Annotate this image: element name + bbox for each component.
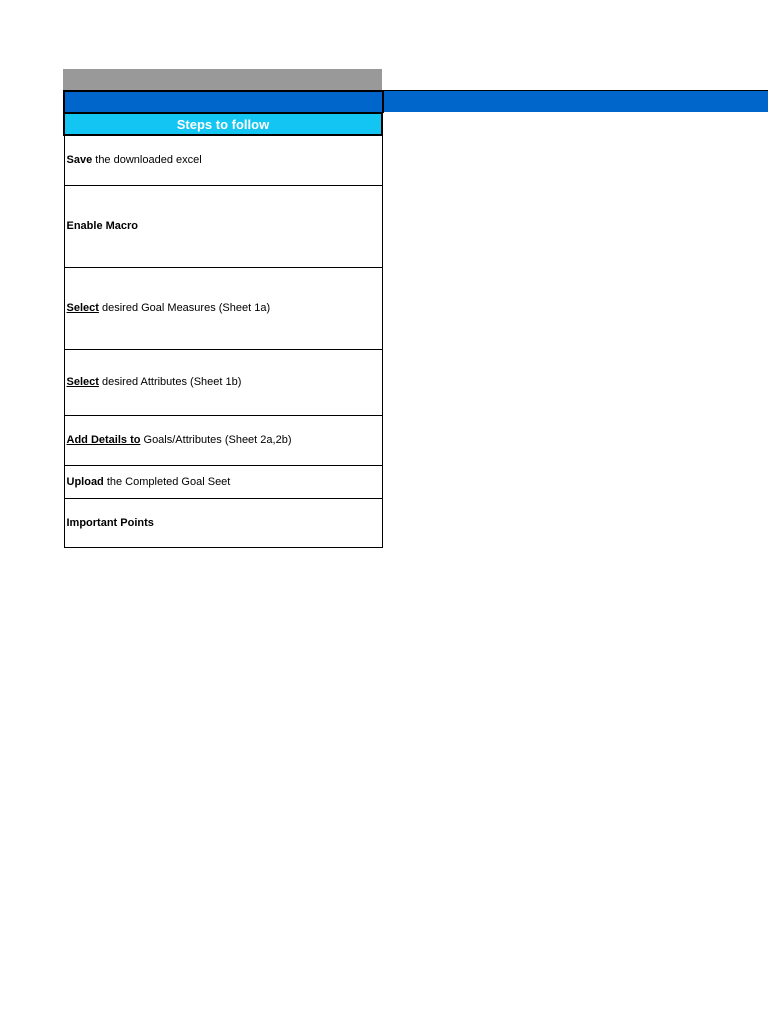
step-text: the Completed Goal Seet — [103, 475, 231, 488]
step-keyword: Select — [66, 302, 99, 314]
step-keyword: Add Details to — [66, 434, 141, 446]
header-band — [63, 90, 768, 112]
step-cell[interactable] — [64, 350, 382, 416]
step-text: desired Goal Measures (Sheet 1a) — [98, 302, 271, 314]
step-keyword: Select — [66, 376, 99, 388]
steps-table — [63, 112, 383, 548]
step-cell[interactable] — [64, 268, 382, 350]
title-bar — [63, 69, 382, 90]
step-text: desired Attributes (Sheet 1b) — [98, 376, 242, 388]
step-cell[interactable] — [64, 135, 382, 186]
step-keyword: Enable Macro — [66, 220, 139, 232]
step-keyword: Save — [66, 154, 93, 166]
table-row — [64, 499, 382, 548]
steps-header[interactable]: Steps to follow — [64, 113, 382, 135]
step-cell[interactable] — [64, 466, 382, 499]
header-band-frame — [63, 90, 384, 113]
table-row — [64, 268, 382, 350]
step-cell[interactable] — [64, 186, 382, 268]
step-text: Goals/Attributes (Sheet 2a,2b) — [140, 434, 292, 446]
table-row — [64, 466, 382, 499]
step-keyword: Important Points — [66, 516, 154, 529]
step-text: the downloaded excel — [92, 154, 202, 166]
table-row — [64, 350, 382, 416]
header-row — [64, 113, 382, 135]
table-row — [64, 135, 382, 186]
table-row — [64, 186, 382, 268]
step-keyword: Upload — [66, 475, 104, 488]
table-row — [64, 416, 382, 466]
step-cell[interactable] — [64, 416, 382, 466]
step-cell[interactable] — [64, 499, 382, 548]
